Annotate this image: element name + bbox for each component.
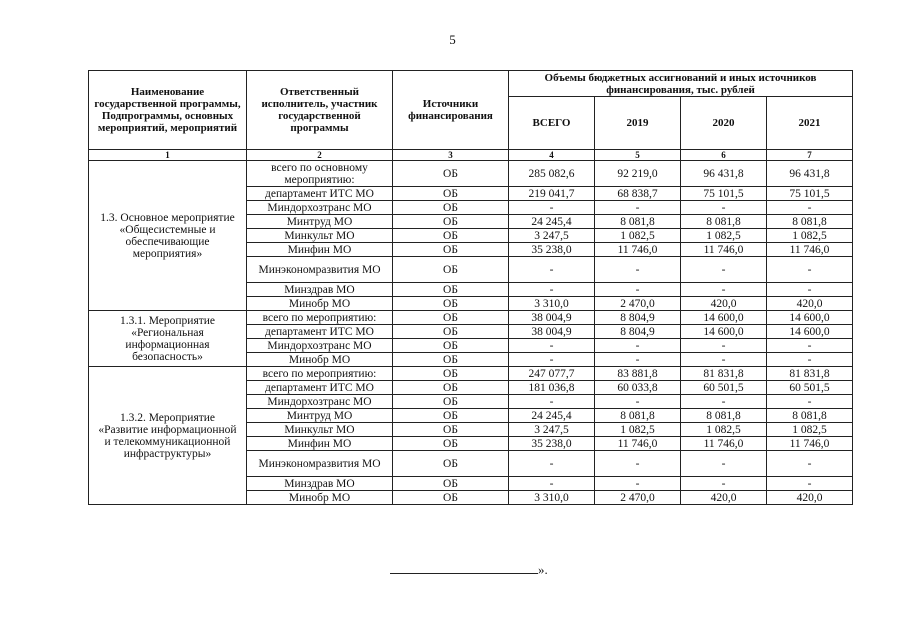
year-2021-cell: 420,0 (767, 491, 853, 505)
column-number: 6 (681, 150, 767, 161)
total-cell: 3 310,0 (509, 491, 595, 505)
executor-cell: Минкульт МО (247, 423, 393, 437)
header-budget-group: Объемы бюджетных ассигнований и иных источников финансирования, тыс. рублей (509, 71, 853, 97)
column-number: 1 (89, 150, 247, 161)
source-cell: ОБ (393, 423, 509, 437)
year-2019-cell: 8 081,8 (595, 409, 681, 423)
total-cell: - (509, 477, 595, 491)
total-cell: - (509, 451, 595, 477)
year-2019-cell: - (595, 283, 681, 297)
source-cell: ОБ (393, 257, 509, 283)
year-2021-cell: 1 082,5 (767, 229, 853, 243)
year-2019-cell: 8 804,9 (595, 325, 681, 339)
total-cell: 24 245,4 (509, 409, 595, 423)
source-cell: ОБ (393, 201, 509, 215)
year-2020-cell: - (681, 353, 767, 367)
header-year-2019: 2019 (595, 97, 681, 150)
header-year-2020: 2020 (681, 97, 767, 150)
header-program-name: Наименование государственной программы, Подпрограммы, основных мероприятий, мероприятий (89, 71, 247, 150)
year-2020-cell: 14 600,0 (681, 325, 767, 339)
year-2019-cell: 2 470,0 (595, 491, 681, 505)
executor-cell: Минтруд МО (247, 215, 393, 229)
executor-cell: Минкульт МО (247, 229, 393, 243)
page-number: 5 (449, 32, 456, 47)
table-row (89, 311, 853, 325)
source-cell: ОБ (393, 491, 509, 505)
year-2019-cell: - (595, 477, 681, 491)
year-2021-cell: - (767, 353, 853, 367)
year-2019-cell: 11 746,0 (595, 437, 681, 451)
total-cell: 35 238,0 (509, 437, 595, 451)
total-cell: - (509, 353, 595, 367)
year-2021-cell: 11 746,0 (767, 243, 853, 257)
executor-cell: Минэкономразвития МО (247, 451, 393, 477)
total-cell: - (509, 339, 595, 353)
header-executor: Ответственный исполнитель, участник государственной программы (247, 71, 393, 150)
year-2019-cell: - (595, 339, 681, 353)
year-2020-cell: - (681, 395, 767, 409)
total-cell: 3 247,5 (509, 229, 595, 243)
executor-cell: Минфин МО (247, 243, 393, 257)
source-cell: ОБ (393, 215, 509, 229)
executor-cell: Минздрав МО (247, 283, 393, 297)
source-cell: ОБ (393, 325, 509, 339)
executor-cell: Минобр МО (247, 353, 393, 367)
budget-table (88, 70, 853, 505)
year-2021-cell: 14 600,0 (767, 311, 853, 325)
year-2019-cell: 11 746,0 (595, 243, 681, 257)
year-2019-cell: 1 082,5 (595, 229, 681, 243)
executor-cell: всего по мероприятию: (247, 311, 393, 325)
source-cell: ОБ (393, 297, 509, 311)
year-2019-cell: 8 804,9 (595, 311, 681, 325)
year-2021-cell: - (767, 477, 853, 491)
total-cell: 285 082,6 (509, 161, 595, 187)
year-2020-cell: 60 501,5 (681, 381, 767, 395)
year-2020-cell: 420,0 (681, 297, 767, 311)
year-2021-cell: 420,0 (767, 297, 853, 311)
source-cell: ОБ (393, 367, 509, 381)
year-2020-cell: 96 431,8 (681, 161, 767, 187)
column-number: 7 (767, 150, 853, 161)
year-2020-cell: - (681, 257, 767, 283)
total-cell: 3 310,0 (509, 297, 595, 311)
header-funding-source: Источники финансирования (393, 71, 509, 150)
source-cell: ОБ (393, 477, 509, 491)
year-2021-cell: 60 501,5 (767, 381, 853, 395)
executor-cell: Миндорхозтранс МО (247, 339, 393, 353)
year-2020-cell: 8 081,8 (681, 215, 767, 229)
source-cell: ОБ (393, 395, 509, 409)
table-row (89, 161, 853, 187)
year-2019-cell: - (595, 451, 681, 477)
year-2021-cell: 96 431,8 (767, 161, 853, 187)
year-2020-cell: 75 101,5 (681, 187, 767, 201)
year-2020-cell: 1 082,5 (681, 229, 767, 243)
table-row (89, 367, 853, 381)
source-cell: ОБ (393, 229, 509, 243)
year-2019-cell: - (595, 257, 681, 283)
year-2021-cell: - (767, 283, 853, 297)
executor-cell: всего по мероприятию: (247, 367, 393, 381)
year-2021-cell: 11 746,0 (767, 437, 853, 451)
column-number: 3 (393, 150, 509, 161)
year-2019-cell: - (595, 201, 681, 215)
executor-cell: департамент ИТС МО (247, 325, 393, 339)
executor-cell: Миндорхозтранс МО (247, 201, 393, 215)
year-2021-cell: 8 081,8 (767, 215, 853, 229)
total-cell: 247 077,7 (509, 367, 595, 381)
total-cell: 181 036,8 (509, 381, 595, 395)
total-cell: - (509, 201, 595, 215)
program-name-cell: 1.3.1. Мероприятие «Региональная информационная безопасность» (89, 311, 247, 367)
column-number: 4 (509, 150, 595, 161)
total-cell: - (509, 395, 595, 409)
source-cell: ОБ (393, 187, 509, 201)
total-cell: 3 247,5 (509, 423, 595, 437)
executor-cell: Минобр МО (247, 491, 393, 505)
table-header (89, 71, 853, 161)
table-body (89, 161, 853, 505)
header-year-2021: 2021 (767, 97, 853, 150)
header-total: ВСЕГО (509, 97, 595, 150)
executor-cell: Минтруд МО (247, 409, 393, 423)
total-cell: 38 004,9 (509, 311, 595, 325)
total-cell: 38 004,9 (509, 325, 595, 339)
total-cell: - (509, 257, 595, 283)
year-2019-cell: - (595, 395, 681, 409)
closing-quote: ». (538, 562, 548, 577)
year-2021-cell: - (767, 257, 853, 283)
year-2021-cell: 81 831,8 (767, 367, 853, 381)
program-name-cell: 1.3.2. Мероприятие «Развитие информационной и телекоммуникационной инфраструктуры» (89, 367, 247, 505)
total-cell: 24 245,4 (509, 215, 595, 229)
year-2019-cell: 60 033,8 (595, 381, 681, 395)
year-2020-cell: - (681, 451, 767, 477)
year-2020-cell: 1 082,5 (681, 423, 767, 437)
source-cell: ОБ (393, 409, 509, 423)
year-2021-cell: 8 081,8 (767, 409, 853, 423)
program-name-cell: 1.3. Основное мероприятие «Общесистемные и обеспечивающие мероприятия» (89, 161, 247, 311)
year-2019-cell: 92 219,0 (595, 161, 681, 187)
year-2019-cell: 8 081,8 (595, 215, 681, 229)
year-2020-cell: 81 831,8 (681, 367, 767, 381)
total-cell: 219 041,7 (509, 187, 595, 201)
year-2020-cell: 14 600,0 (681, 311, 767, 325)
year-2019-cell: 1 082,5 (595, 423, 681, 437)
source-cell: ОБ (393, 311, 509, 325)
year-2020-cell: 11 746,0 (681, 243, 767, 257)
executor-cell: всего по основному мероприятию: (247, 161, 393, 187)
executor-cell: Минздрав МО (247, 477, 393, 491)
year-2021-cell: - (767, 339, 853, 353)
year-2019-cell: - (595, 353, 681, 367)
executor-cell: Минфин МО (247, 437, 393, 451)
source-cell: ОБ (393, 339, 509, 353)
total-cell: - (509, 283, 595, 297)
year-2020-cell: 420,0 (681, 491, 767, 505)
year-2020-cell: - (681, 283, 767, 297)
closing-mark (390, 562, 548, 578)
year-2021-cell: - (767, 395, 853, 409)
source-cell: ОБ (393, 451, 509, 477)
year-2020-cell: - (681, 477, 767, 491)
year-2021-cell: 1 082,5 (767, 423, 853, 437)
source-cell: ОБ (393, 283, 509, 297)
signature-line (390, 573, 538, 574)
source-cell: ОБ (393, 161, 509, 187)
executor-cell: Минобр МО (247, 297, 393, 311)
year-2020-cell: 8 081,8 (681, 409, 767, 423)
total-cell: 35 238,0 (509, 243, 595, 257)
year-2021-cell: 75 101,5 (767, 187, 853, 201)
year-2021-cell: - (767, 451, 853, 477)
column-number: 5 (595, 150, 681, 161)
source-cell: ОБ (393, 243, 509, 257)
year-2019-cell: 68 838,7 (595, 187, 681, 201)
executor-cell: департамент ИТС МО (247, 187, 393, 201)
year-2020-cell: - (681, 201, 767, 215)
year-2019-cell: 2 470,0 (595, 297, 681, 311)
year-2020-cell: 11 746,0 (681, 437, 767, 451)
source-cell: ОБ (393, 437, 509, 451)
executor-cell: Миндорхозтранс МО (247, 395, 393, 409)
source-cell: ОБ (393, 381, 509, 395)
year-2019-cell: 83 881,8 (595, 367, 681, 381)
executor-cell: департамент ИТС МО (247, 381, 393, 395)
year-2020-cell: - (681, 339, 767, 353)
column-number: 2 (247, 150, 393, 161)
executor-cell: Минэкономразвития МО (247, 257, 393, 283)
year-2021-cell: - (767, 201, 853, 215)
source-cell: ОБ (393, 353, 509, 367)
year-2021-cell: 14 600,0 (767, 325, 853, 339)
column-number-row (89, 150, 853, 161)
